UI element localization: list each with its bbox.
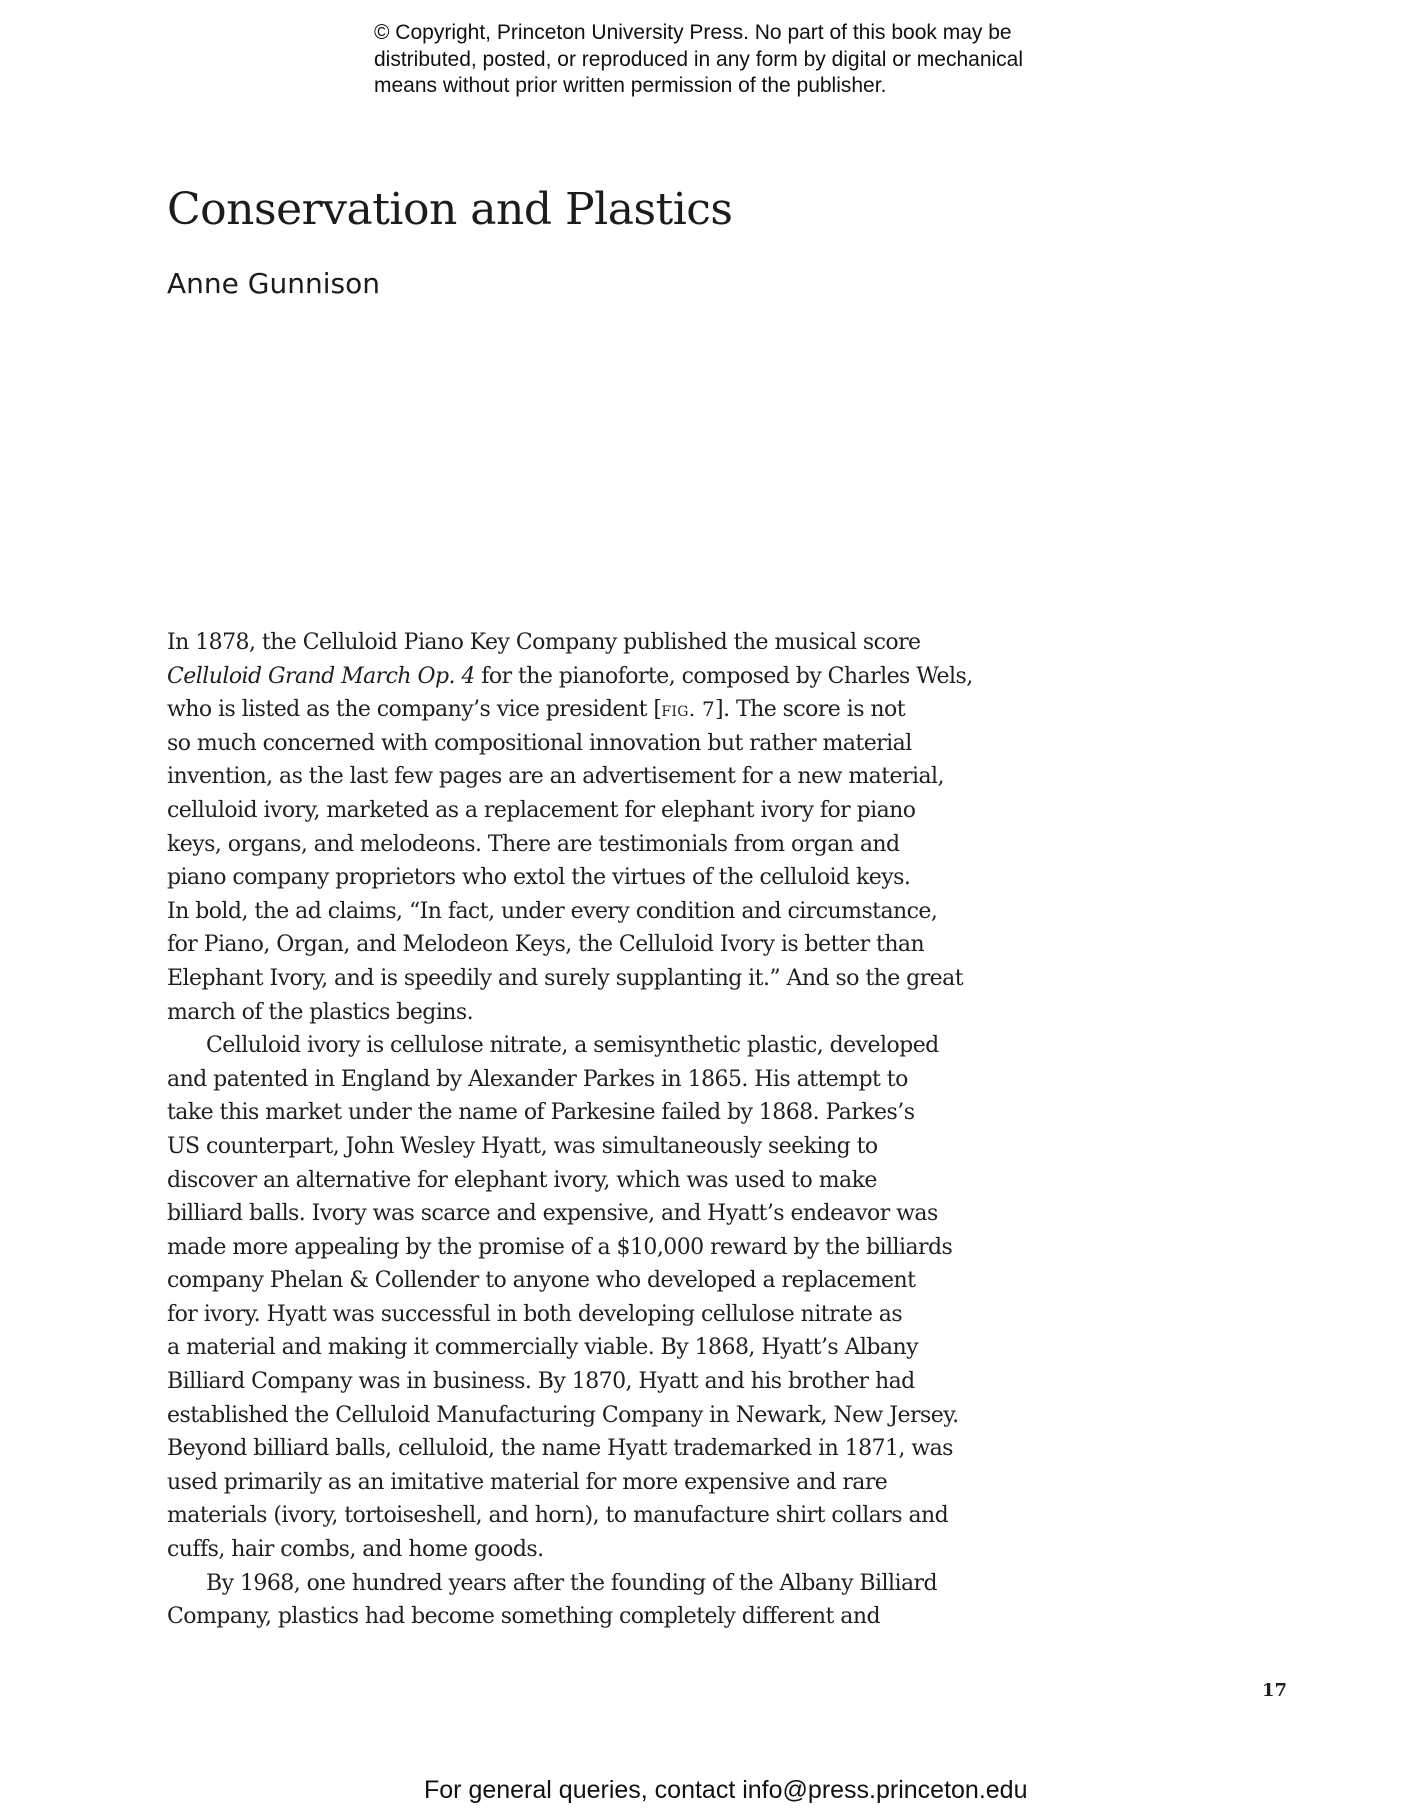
body-text-segment: ]. The score is not (715, 697, 905, 723)
body-line: and patented in England by Alexander Parkes in 1865. His attempt to (167, 1066, 908, 1092)
body-line: Beyond billiard balls, celluloid, the name Hyatt trademarked in 1871, was (167, 1436, 953, 1462)
body-line: for ivory. Hyatt was successful in both developing cellulose nitrate as (167, 1301, 903, 1327)
body-text-segment: who is listed as the company’s vice president [ (167, 697, 662, 723)
body-line: keys, organs, and melodeons. There are testimonials from organ and (167, 831, 900, 857)
body-line: march of the plastics begins. (167, 999, 474, 1025)
body-line: billiard balls. Ivory was scarce and expensive, and Hyatt’s endeavor was (167, 1201, 938, 1227)
body-line (167, 660, 1007, 694)
body-text-segment: In 1878, the Celluloid Piano Key Company published the musical score (167, 630, 921, 655)
copyright-line: means without prior written permission of the publisher. (374, 74, 887, 97)
chapter-author: Anne Gunnison (167, 267, 380, 300)
body-line: Elephant Ivory, and is speedily and surely supplanting it.” And so the great (167, 965, 963, 991)
body-line (167, 626, 1007, 660)
body-line: By 1968, one hundred years after the founding of the Albany Billiard (206, 1570, 938, 1596)
body-line: materials (ivory, tortoiseshell, and horn), to manufacture shirt collars and (167, 1503, 949, 1529)
body-line: Billiard Company was in business. By 1870, Hyatt and his brother had (167, 1369, 915, 1395)
body-line: piano company proprietors who extol the virtues of the celluloid keys. (167, 865, 911, 891)
body-line: Celluloid ivory is cellulose nitrate, a semisynthetic plastic, developed (206, 1033, 939, 1059)
copyright-line: distributed, posted, or reproduced in any form by digital or mechanical (374, 47, 1024, 71)
body-line: for Piano, Organ, and Melodeon Keys, the Celluloid Ivory is better than (167, 932, 925, 958)
chapter-title: Conservation and Plastics (167, 184, 733, 235)
body-line: invention, as the last few pages are an advertisement for a new material, (167, 764, 944, 790)
body-line: take this market under the name of Parkesine failed by 1868. Parkes’s (167, 1100, 915, 1126)
footer-contact: For general queries, contact info@press.princeton.edu (424, 1776, 1028, 1804)
body-line: used primarily as an imitative material for more expensive and rare (167, 1469, 888, 1495)
body-line: celluloid ivory, marketed as a replacement for elephant ivory for piano (167, 797, 916, 823)
body-line: US counterpart, John Wesley Hyatt, was simultaneously seeking to (167, 1133, 878, 1159)
body-line: made more appealing by the promise of a $10,000 reward by the billiards (167, 1234, 953, 1260)
score-title-italic: Celluloid Grand March Op. 4 (167, 663, 475, 689)
body-line: company Phelan & Collender to anyone who developed a replacement (167, 1268, 916, 1294)
page-number: 17 (1262, 1680, 1288, 1701)
body-line: a material and making it commercially viable. By 1868, Hyatt’s Albany (167, 1335, 918, 1361)
body-line: Company, plastics had become something completely different and (167, 1604, 880, 1630)
body-line: discover an alternative for elephant ivory, which was used to make (167, 1167, 877, 1193)
body-line (167, 693, 1007, 727)
body-text-segment: for the pianoforte, composed by Charles Wels, (474, 663, 973, 689)
body-line: In bold, the ad claims, “In fact, under every condition and circumstance, (167, 898, 938, 924)
copyright-notice (374, 20, 1094, 100)
body-line: so much concerned with compositional innovation but rather material (167, 730, 912, 756)
body-text (167, 626, 1007, 1634)
figure-reference: fig. 7 (661, 697, 716, 722)
body-line: established the Celluloid Manufacturing Company in Newark, New Jersey. (167, 1402, 959, 1428)
copyright-line: © Copyright, Princeton University Press. No part of this book may be (374, 21, 1012, 44)
body-line: cuffs, hair combs, and home goods. (167, 1537, 544, 1563)
